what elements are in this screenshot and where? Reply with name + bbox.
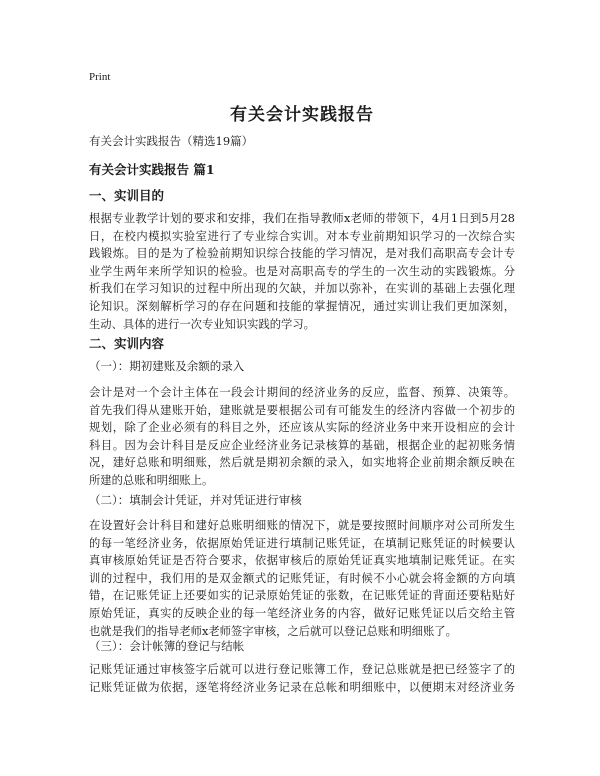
text-line: 首先我们得从建账开始，建账就是要根据公司有可能发生的经济内容做一个初步的 (89, 403, 515, 417)
text-line: 原始凭证，真实的反映企业的每一笔经济业务的内容，做好记账凭证以后交给主管 (89, 606, 515, 620)
section-heading-purpose: 一、实训目的 (89, 188, 165, 203)
text-line: 训的过程中，我们用的是双金额式的记账凭证，有时候不小心就会将金额的方向填 (89, 571, 515, 585)
text-line: 践锻炼。目的是为了检验前期知识综合技能的学习情况，是对我们高职高专会计专 (89, 247, 515, 261)
paragraph-ledgers (89, 661, 515, 696)
text-line: 记账凭证通过审核签字后就可以进行登记账簿工作，登记总账就是把已经签字了的 (89, 663, 515, 676)
chapter-heading: 有关会计实践报告 篇1 (89, 162, 215, 177)
text-line: 业学生两年来所学知识的检验。也是对高职高专的学生的一次生动的实践锻炼。分 (89, 264, 515, 278)
subsection-heading-ledgers: （三）：会计帐簿的登记与结帐 (89, 639, 245, 653)
text-line: 错，在记账凭证上还要如实的记录原始凭证的张数，在记账凭证的背面还要粘贴好 (89, 589, 515, 603)
text-line: 析我们在学习知识的过程中所出现的欠缺，并加以弥补，在实训的基础上去强化理 (89, 282, 515, 296)
page-title: 有关会计实践报告 (230, 105, 374, 125)
text-line: 真审核原始凭证是否符合要求，依据审核后的原始凭证真实地填制记账凭证。在实 (89, 554, 515, 568)
text-line: 生动、具体的进行一次专业知识实践的学习。 (89, 317, 315, 331)
print-link[interactable]: Print (89, 71, 111, 83)
text-line: 科目。因为会计科目是反应企业经济业务记录核算的基础，根据企业的起初账务情 (89, 438, 515, 452)
text-line: 况，建好总账和明细账，然后就是期初余额的录入，如实地将企业前期余额反映在 (89, 456, 515, 470)
section-heading-content: 二、实训内容 (89, 336, 165, 351)
text-line: 在设置好会计科目和建好总账明细账的情况下，就是要按照时间顺序对公司所发生 (89, 519, 515, 532)
text-line: 记账凭证做为依据，逐笔将经济业务记录在总帐和明细账中，以便期末对经济业务 (89, 680, 515, 694)
text-line: 日，在校内模拟实验室进行了专业综合实训。对本专业前期知识学习的一次综合实 (89, 229, 515, 243)
text-line: 论知识。深刻解析学习的存在问题和技能的掌握情况，通过实训让我们更加深刻， (89, 299, 515, 313)
paragraph-vouchers (89, 517, 515, 640)
text-line: 也就是我们的指导老师x老师签字审核，之后就可以登记总账和明细账了。 (89, 624, 457, 638)
paragraph-purpose (89, 210, 515, 333)
text-line: 规划，除了企业必须有的科目之外，还应该从实际的经济业务中来开设相应的会计 (89, 421, 515, 435)
paragraph-opening (89, 384, 515, 490)
text-line: 所建的总账和明细账上。 (89, 473, 214, 487)
subsection-heading-opening: （一）：期初建账及余额的录入 (89, 359, 245, 373)
text-line: 的每一笔经济业务，依据原始凭证进行填制记账凭证，在填制记账凭证的时候要认 (89, 536, 515, 550)
document-subtitle: 有关会计实践报告（精选19篇） (89, 134, 254, 148)
text-line: 根据专业教学计划的要求和安排，我们在指导教师x老师的带领下，4月1日到5月28 (89, 212, 515, 225)
subsection-heading-vouchers: （二）：填制会计凭证，并对凭证进行审核 (89, 493, 302, 507)
text-line: 会计是对一个会计主体在一段会计期间的经济业务的反应，监督、预算、决策等。 (89, 386, 515, 399)
